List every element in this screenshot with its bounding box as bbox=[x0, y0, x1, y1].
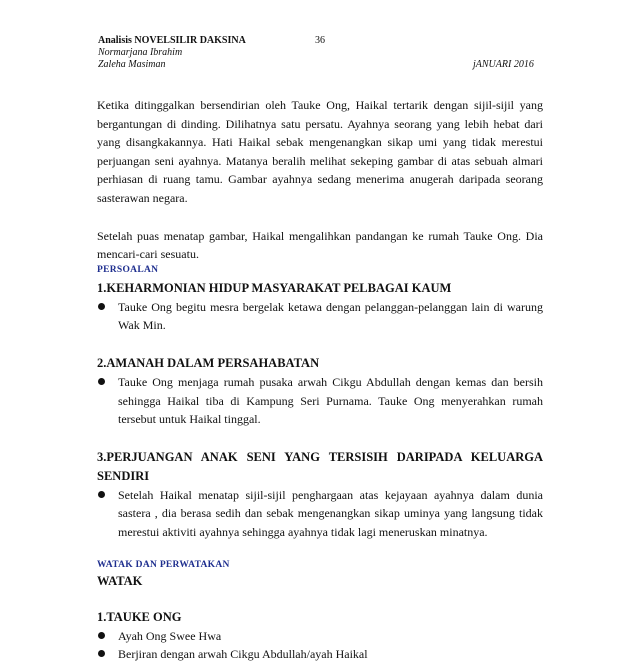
list-item bbox=[97, 627, 543, 646]
persoalan-heading-3: 3.PERJUANGAN ANAK SENI YANG TERSISIH DARIPADA KELUARGA SENDIRI bbox=[97, 449, 543, 483]
persoalan-bullet-3: Setelah Haikal menatap sijil-sijil penghargaan atas kejayaan ayahnya dalam dunia sastera , dia berasa sedih dan sebak mengenangkan sikap uminya yang langsung tidak merestui aktiviti ayahnya sehingga ayahnya tidak lagi meneruskan minatnya. bbox=[118, 487, 543, 539]
watak-heading: WATAK bbox=[97, 573, 143, 588]
paragraph-2: Setelah puas menatap gambar, Haikal mengalihkan pandangan ke rumah Tauke Ong. Dia mencari-cari sesuatu. bbox=[97, 228, 543, 262]
list-item bbox=[97, 486, 543, 542]
bullet-icon bbox=[98, 303, 105, 310]
list-item bbox=[97, 373, 543, 429]
paragraph-1: Ketika ditinggalkan bersendirian oleh Tauke Ong, Haikal tertarik dengan sijil-sijil yang bergantungan di dinding. Dilihatnya satu persatu. Ayahnya seorang yang lebih hebat dari yang disangkakannya. Hati Haikal sebak mengenangkan sikap umi yang tidak merestui perjuangan seni ayahnya. Matanya beralih melihat sekeping gambar di atas sebuah almari perhiasan di ruang tamu. Gambar ayahnya sedang menerima anugerah daripada seorang sasterawan negara. bbox=[97, 98, 543, 205]
bullet-icon bbox=[98, 378, 105, 385]
persoalan-bullet-1: Tauke Ong begitu mesra bergelak ketawa dengan pelanggan-pelanggan lain di warung Wak Min. bbox=[118, 299, 543, 333]
page-number: 36 bbox=[315, 35, 325, 46]
watak-bullet-1: Ayah Ong Swee Hwa bbox=[118, 628, 222, 643]
list-item bbox=[97, 645, 543, 664]
persoalan-heading-1: 1.KEHARMONIAN HIDUP MASYARAKAT PELBAGAI KAUM bbox=[97, 280, 452, 295]
watak-subheading: 1.TAUKE ONG bbox=[97, 609, 182, 624]
list-item bbox=[97, 298, 543, 335]
header-date: jANUARI 2016 bbox=[473, 59, 534, 70]
persoalan-label: PERSOALAN bbox=[97, 264, 159, 275]
persoalan-heading-2: 2.AMANAH DALAM PERSAHABATAN bbox=[97, 355, 320, 370]
bullet-icon bbox=[98, 491, 105, 498]
persoalan-bullet-2: Tauke Ong menjaga rumah pusaka arwah Cikgu Abdullah dengan kemas dan bersih sehingga Haikal tiba di Kampung Seri Purnama. Tauke Ong menyerahkan rumah tersebut untuk Haikal tinggal. bbox=[118, 374, 543, 427]
document-body bbox=[97, 96, 543, 664]
watak-bullet-2: Berjiran dengan arwah Cikgu Abdullah/ayah Haikal bbox=[118, 647, 368, 662]
header-author-1: Normarjana Ibrahim bbox=[98, 47, 183, 58]
header-author-2: Zaleha Masiman bbox=[98, 59, 166, 70]
bullet-icon bbox=[98, 650, 105, 657]
header-title: Analisis NOVELSILIR DAKSINA bbox=[98, 35, 246, 46]
watak-label: WATAK DAN PERWATAKAN bbox=[97, 559, 230, 570]
bullet-icon bbox=[98, 632, 105, 639]
